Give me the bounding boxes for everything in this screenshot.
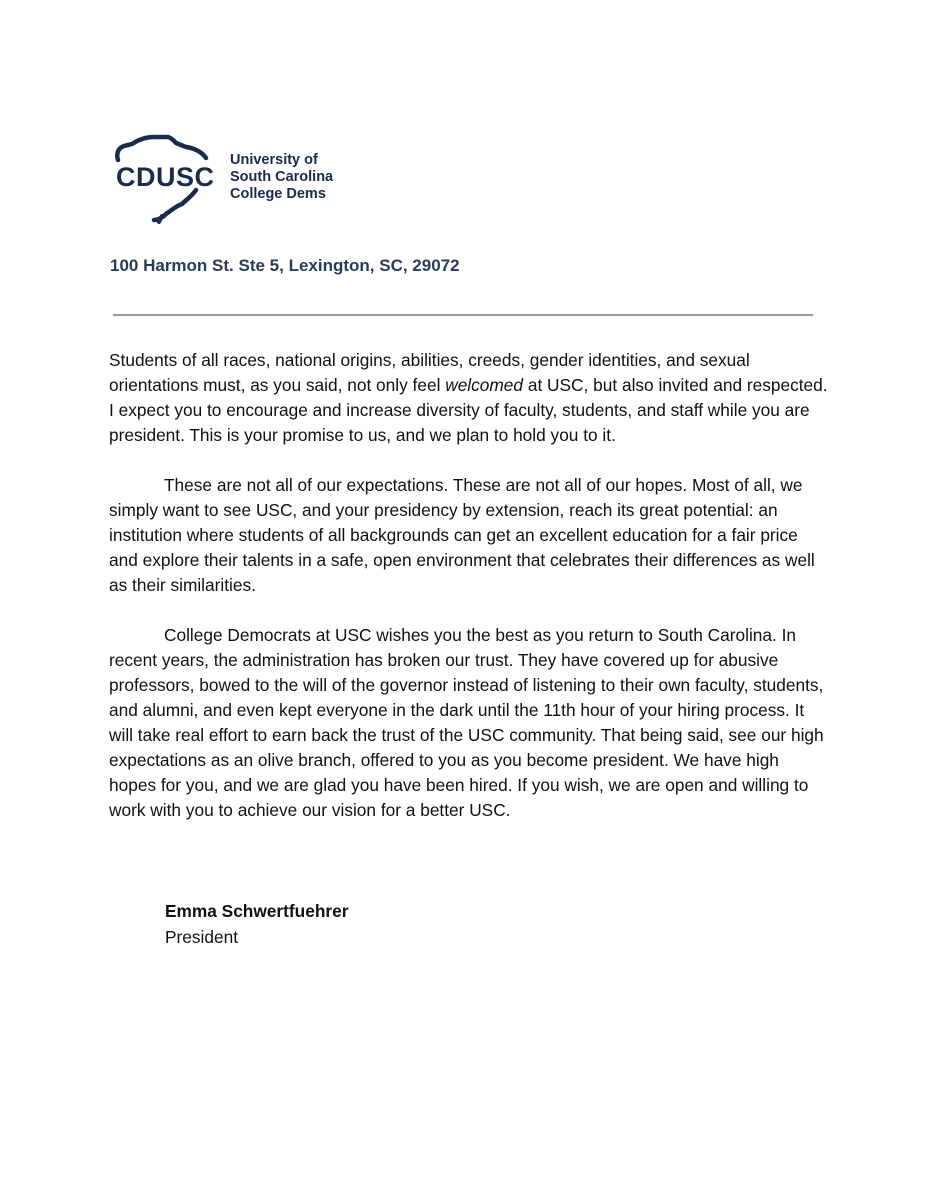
letterhead-divider (113, 314, 813, 316)
emphasized-word: welcomed (445, 375, 524, 395)
signer-title: President (165, 927, 239, 947)
signer-name: Emma Schwertfuehrer (165, 901, 349, 921)
body-paragraph (109, 348, 829, 448)
body-paragraph: These are not all of our expectations. These are not all of our hopes. Most of all, we simply want to see USC, and your presidency by extension, reach its great potential: an institution where students of all backgrounds can get an excellent education for a fair price and explore their talents in a safe, open environment that celebrates their differences as well as their similarities. (109, 475, 815, 595)
logo-abbreviation: CDUSC (116, 162, 215, 192)
organization-name (230, 152, 333, 203)
organization-name-line: University of (230, 152, 318, 168)
organization-name-line: South Carolina (230, 169, 334, 185)
letter-body (109, 348, 829, 848)
signature-block (165, 898, 348, 950)
body-text-segment: at USC, but also invited and respected. I expect you to encourage and increase diversity of faculty, students, and staff while you are president. This is your promise to us, and we plan to hold you to it. (109, 375, 828, 445)
organization-name-line: College Dems (230, 186, 326, 202)
organization-address: 100 Harmon St. Ste 5, Lexington, SC, 29072 (110, 256, 460, 275)
body-paragraph: College Democrats at USC wishes you the best as you return to South Carolina. In recent years, the administration has broken our trust. They have covered up for abusive professors, bowed to the will of the governor instead of listening to their own faculty, students, and alumni, and even kept everyone in the dark until the 11th hour of your hiring process. It will take real effort to earn back the trust of the USC community. That being said, see our high expectations as an olive branch, offered to you as you become president. We have high hopes for you, and we are glad you have been hired. If you wish, we are open and willing to work with you to achieve our vision for a better USC. (109, 625, 824, 820)
body-text-segment: Students of all races, national origins, abilities, creeds, gender identities, and sexual orientations must, as you said, not only feel (109, 350, 750, 395)
